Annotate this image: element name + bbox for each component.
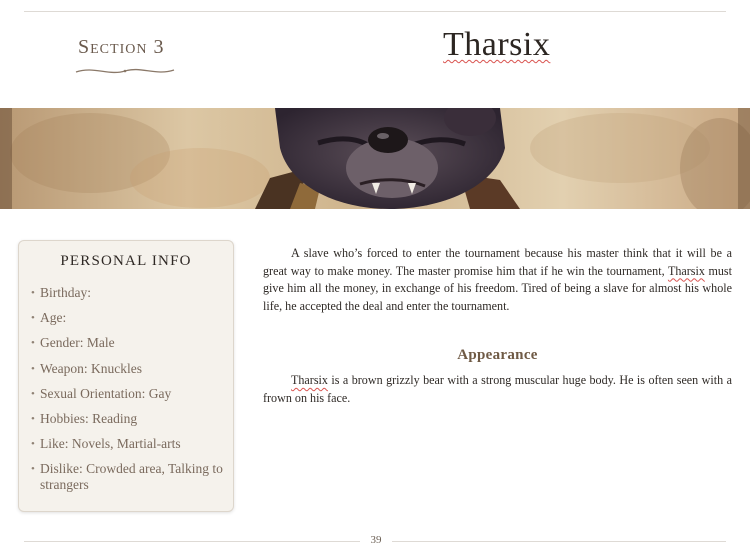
- personal-info-heading: PERSONAL INFO: [60, 253, 192, 269]
- banner-illustration: [0, 108, 750, 209]
- appearance-character-name: Tharsix: [291, 373, 328, 387]
- intro-character-name: Tharsix: [667, 263, 705, 278]
- info-item-dislike: • Dislike: Crowded area, Talking to strangers: [31, 461, 227, 493]
- info-item-weapon: • Weapon: Knuckles: [31, 361, 227, 377]
- appearance-text: is a brown grizzly bear with a strong muscular huge body. He is often seen with a frown on his face.: [263, 373, 732, 405]
- info-item-gender: • Gender: Male: [31, 335, 227, 351]
- info-item-birthday: • Birthday:: [31, 285, 227, 301]
- info-item-age: • Age:: [31, 310, 227, 326]
- section-label: Section 3: [78, 36, 165, 58]
- info-item-hobbies: • Hobbies: Reading: [31, 411, 227, 427]
- intro-text-start: A slave who’s forced to enter the tournament because his master think that it will be a great way to make money. The master promise him that if he win the tournament,: [263, 246, 732, 278]
- intro-paragraph: [263, 245, 732, 315]
- appearance-heading: Appearance: [457, 347, 538, 363]
- section-flourish: [74, 64, 176, 78]
- info-item-like: • Like: Novels, Martial-arts: [31, 436, 227, 452]
- footer-divider-right: [392, 541, 726, 542]
- top-divider: [24, 11, 726, 12]
- personal-info-panel: [18, 240, 234, 512]
- footer-divider-left: [24, 541, 360, 542]
- appearance-paragraph: [263, 372, 732, 407]
- info-item-orientation: • Sexual Orientation: Gay: [31, 386, 227, 402]
- intro-text-end: must give him all the money, in exchange of his freedom. Tired of being a slave for almost his whole life, he accepted the deal and enter the tournament.: [263, 263, 732, 313]
- character-banner: [0, 108, 750, 209]
- page-title-text: Tharsix: [443, 26, 551, 63]
- page-number: 39: [370, 534, 382, 546]
- personal-info-list: [31, 285, 227, 503]
- page-title: [443, 26, 550, 64]
